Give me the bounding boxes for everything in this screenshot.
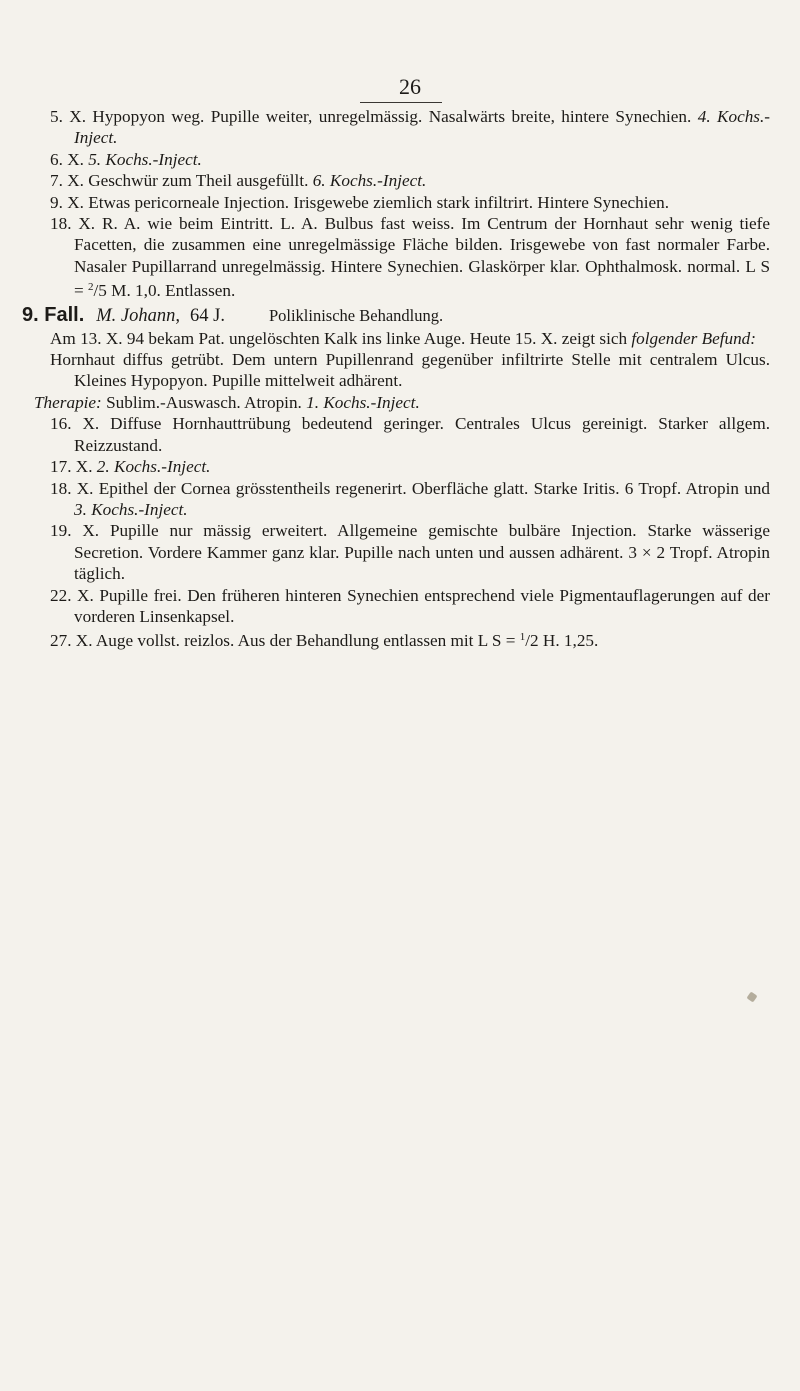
entry-date: 27. X. xyxy=(50,631,93,651)
entry-5x xyxy=(50,106,770,149)
entry-date: 9. X. xyxy=(50,192,84,212)
patient-age: 64 J. xyxy=(190,305,225,326)
therapy-label: Therapie: xyxy=(34,392,102,412)
therapy-line xyxy=(34,392,770,413)
therapy-inject: 1. Kochs.-Inject. xyxy=(306,392,420,412)
case-findings: Hornhaut diffus getrübt. Dem untern Pupillenrand gegenüber infiltrirte Stelle mit centralem Ulcus. Kleines Hypopyon. Pupille mittelweit adhärent. xyxy=(50,350,770,391)
fraction-denominator: /5 xyxy=(93,281,107,301)
intro-text: Am 13. X. 94 bekam Pat. ungelöschten Kalk ins linke Auge. Heute 15. X. zeigt sich xyxy=(50,328,628,348)
entry-17x xyxy=(50,456,770,477)
therapy-text: Sublim.-Auswasch. Atropin. xyxy=(106,392,302,412)
entry-18x-case9 xyxy=(50,478,770,521)
entry-inject: 3. Kochs.-Inject. xyxy=(74,499,188,519)
entry-text-end: H. 1,25. xyxy=(538,631,599,651)
entry-date: 6. X. xyxy=(50,149,84,169)
treatment-type: Poliklinische Behandlung. xyxy=(268,305,444,325)
entry-date: 22. X. xyxy=(50,585,94,605)
entry-text: Hypopyon weg. Pupille weiter, unregelmässig. Nasalwärts breite, hintere Synechien. xyxy=(92,107,692,126)
entry-text: Epithel der Cornea grösstentheils regenerirt. Oberfläche glatt. Starke Iritis. 6 Tropf. Atropin und xyxy=(98,478,770,498)
case-label: 9. Fall. xyxy=(22,303,85,326)
page-number-rule xyxy=(360,102,442,103)
entry-text: Etwas pericorneale Injection. Irisgewebe ziemlich stark infiltrirt. Hintere Synechien. xyxy=(88,192,670,212)
entry-inject: 4. Kochs.-Inject. xyxy=(74,107,770,148)
entry-inject: 2. Kochs.-Inject. xyxy=(96,457,211,477)
entry-date: 7. X. xyxy=(50,171,84,191)
entry-18x-discharge xyxy=(50,213,770,302)
intro-emphasis: folgender Befund: xyxy=(631,328,756,348)
ink-speck xyxy=(746,991,757,1002)
entry-text: Geschwür zum Theil ausgefüllt. xyxy=(88,171,309,191)
entry-22x xyxy=(50,585,770,628)
entry-19x xyxy=(50,520,770,584)
entry-date: 19. X. xyxy=(50,521,100,541)
patient-name: M. Johann, xyxy=(96,305,180,326)
entry-date: 18. X. xyxy=(50,214,96,234)
entry-16x xyxy=(50,413,770,456)
entry-text: Pupille frei. Den früheren hinteren Synechien entsprechend viele Pigmentauflagerungen auf der vorderen Linsenkapsel. xyxy=(74,585,770,626)
entry-text: Auge vollst. reizlos. Aus der Behandlung entlassen mit L S = xyxy=(95,631,520,651)
entry-text-end: M. 1,0. Entlassen. xyxy=(106,281,236,301)
entry-7x xyxy=(50,170,770,191)
entry-9x xyxy=(50,192,770,213)
case-intro xyxy=(50,328,770,349)
entry-inject: 5. Kochs.-Inject. xyxy=(88,149,202,169)
entry-inject: 6. Kochs.-Inject. xyxy=(312,171,427,191)
entry-date: 18. X. xyxy=(50,478,94,498)
page-body xyxy=(22,106,770,652)
entry-6x xyxy=(50,149,770,170)
entry-date: 17. X. xyxy=(50,457,93,477)
entry-date: 16. X. xyxy=(50,414,100,434)
entry-text: Diffuse Hornhauttrübung bedeutend geringer. Centrales Ulcus gereinigt. Starker allgem. Reizzustand. xyxy=(74,414,770,455)
case-heading xyxy=(22,303,770,328)
entry-date: 5. X. xyxy=(50,107,86,126)
fraction-numerator: 1 xyxy=(519,631,526,644)
page-number: 26 xyxy=(399,74,421,99)
fraction-numerator: 2 xyxy=(88,281,94,294)
entry-27x xyxy=(50,627,770,651)
entry-text: Pupille nur mässig erweitert. Allgemeine gemischte bulbäre Injection. Starke wässerige Secretion. Vordere Kammer ganz klar. Pupille nach unten und aussen adhärent. 3 × 2 Tropf. Atropin täglich. xyxy=(74,521,770,584)
fraction-denominator: /2 xyxy=(525,631,539,651)
entry-text: R. A. wie beim Eintritt. L. A. Bulbus fast weiss. Im Centrum der Hornhaut sehr wenig tiefe Facetten, die zusammen eine unregelmässige Fläche bilden. Irisgewebe von fast normaler Farbe. Nasaler Pupillarrand unregelmässig. Hintere Synechien. Glaskörper klar. Ophthalmosk. normal. L S = xyxy=(74,214,770,301)
